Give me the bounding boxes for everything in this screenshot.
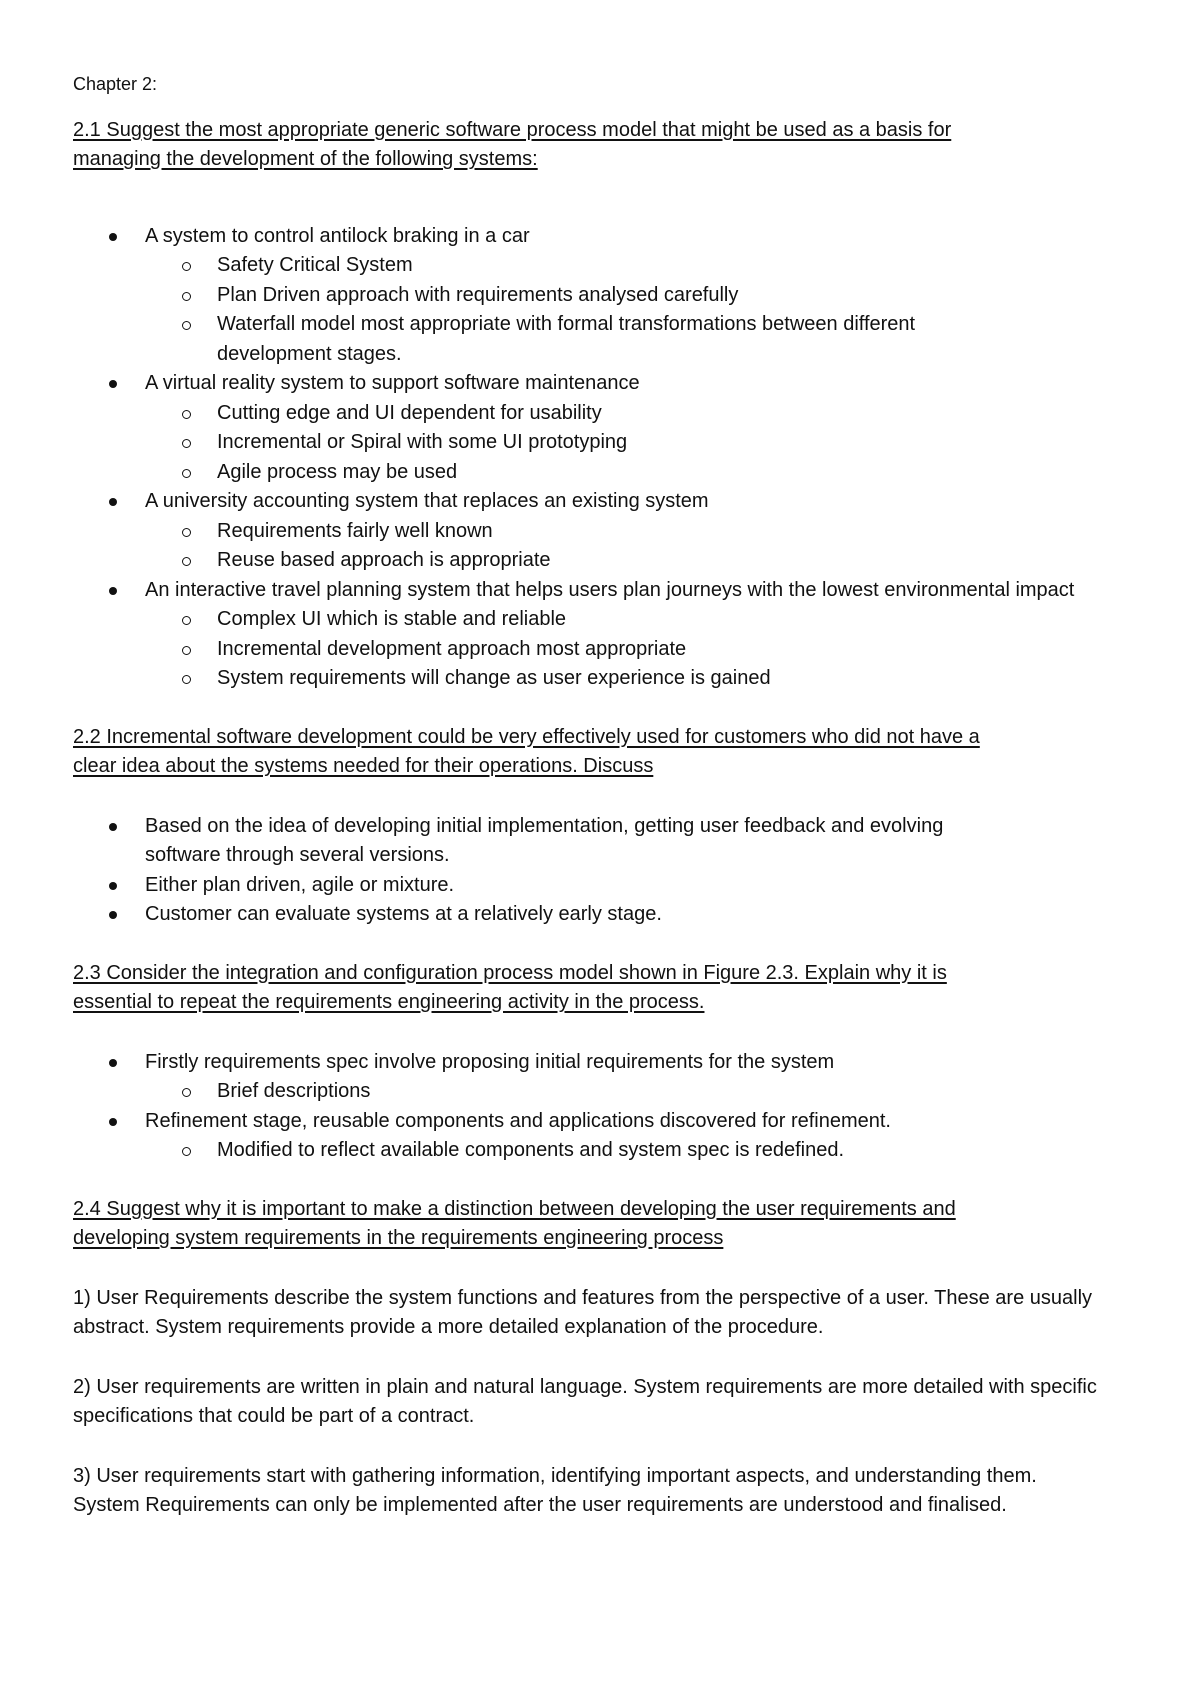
bullet-icon: [109, 1118, 117, 1126]
bullet-icon: [109, 498, 117, 506]
sub-item: [145, 517, 1143, 547]
bullet-text: Refinement stage, reusable components and applications discovered for refinement.: [145, 1109, 891, 1132]
answer-paragraph: 3) User requirements start with gathering information, identifying important aspects, and understanding them.: [73, 1464, 1037, 1487]
sub-item: [145, 546, 1143, 576]
sub-list: [145, 251, 1143, 369]
bullet-item: [73, 1048, 1143, 1107]
sub-text: Complex UI which is stable and reliable: [217, 608, 567, 630]
sub-text: Safety Critical System: [217, 254, 413, 276]
bullet-text: Based on the idea of developing initial implementation, getting user feedback and evolving software through several versions.: [145, 814, 944, 866]
answer-paragraph: 1) User Requirements describe the system functions and features from the perspective of a user. These are usually abstract. System requirements provide a more detailed explanation of the procedure.: [73, 1286, 1093, 1338]
bullet-icon: [109, 587, 117, 595]
question-heading-2-4: [73, 1195, 1143, 1254]
sub-item: [145, 428, 1143, 458]
sub-item: [145, 1077, 1143, 1107]
heading-line: essential to repeat the requirements engineering activity in the process.: [73, 991, 705, 1013]
section-2-4: [73, 1195, 1143, 1521]
bullet-text: Customer can evaluate systems at a relatively early stage.: [145, 903, 662, 925]
bullet-list: [73, 222, 1143, 694]
heading-line: 2.2 Incremental software development could be very effectively used for customers who did not have a: [73, 725, 980, 748]
sub-text: Reuse based approach is appropriate: [217, 549, 551, 571]
circle-bullet-icon: [182, 469, 191, 478]
bullet-item: [73, 812, 1143, 871]
sub-text: Plan Driven approach with requirements analysed carefully: [217, 283, 739, 306]
bullet-text: Firstly requirements spec involve proposing initial requirements for the system: [145, 1050, 835, 1073]
bullet-icon: [109, 823, 117, 831]
bullet-item: [73, 222, 1143, 370]
heading-line: 2.3 Consider the integration and configuration process model shown in Figure 2.3. Explain why it is: [73, 961, 947, 984]
sub-text: Waterfall model most appropriate with formal transformations between different development stages.: [217, 313, 916, 365]
sub-text: Modified to reflect available components and system spec is redefined.: [217, 1139, 845, 1161]
chapter-title: Chapter 2:: [73, 74, 158, 94]
heading-line: 2.4 Suggest why it is important to make a distinction between developing the user requirements and: [73, 1197, 956, 1220]
heading-line: developing system requirements in the requirements engineering process: [73, 1227, 724, 1249]
heading-line: 2.1 Suggest the most appropriate generic software process model that might be used as a basis for: [73, 118, 952, 141]
bullet-icon: [109, 882, 117, 890]
sub-list: [145, 517, 1143, 576]
question-heading-2-2: [73, 723, 1143, 782]
bullet-item: [73, 1107, 1143, 1166]
sub-list: [145, 1136, 1143, 1166]
bullet-icon: [109, 1059, 117, 1067]
sub-item: [145, 635, 1143, 665]
document-page: [73, 70, 1143, 1521]
bullet-text: A university accounting system that replaces an existing system: [145, 490, 709, 512]
bullet-item: [73, 576, 1143, 694]
circle-bullet-icon: [182, 646, 191, 655]
circle-bullet-icon: [182, 557, 191, 566]
bullet-list: [73, 1048, 1143, 1166]
sub-text: Brief descriptions: [217, 1080, 371, 1102]
sub-text: Agile process may be used: [217, 460, 458, 483]
sub-item: [145, 399, 1143, 429]
bullet-icon: [109, 233, 117, 241]
bullet-icon: [109, 911, 117, 919]
bullet-text: A virtual reality system to support software maintenance: [145, 372, 640, 394]
sub-item: [145, 251, 1143, 281]
sub-list: [145, 605, 1143, 694]
question-heading-2-3: [73, 959, 1143, 1018]
section-2-2: [73, 723, 1143, 930]
bullet-item: [73, 871, 1143, 901]
section-2-1: [73, 116, 1143, 694]
sub-item: [145, 310, 1143, 369]
heading-line: clear idea about the systems needed for their operations. Discuss: [73, 755, 654, 777]
sub-text: Incremental development approach most appropriate: [217, 637, 687, 660]
circle-bullet-icon: [182, 292, 191, 301]
circle-bullet-icon: [182, 675, 191, 684]
sub-text: Requirements fairly well known: [217, 519, 493, 542]
bullet-icon: [109, 380, 117, 388]
bullet-item: [73, 487, 1143, 576]
bullet-text: A system to control antilock braking in a car: [145, 224, 530, 247]
section-2-3: [73, 959, 1143, 1166]
answer-paragraph: System Requirements can only be implemented after the user requirements are understood and finalised.: [73, 1494, 1007, 1516]
heading-line: managing the development of the following systems:: [73, 148, 538, 170]
bullet-item: [73, 900, 1143, 930]
sub-item: [145, 605, 1143, 635]
sub-text: Incremental or Spiral with some UI prototyping: [217, 431, 628, 453]
sub-item: [145, 664, 1143, 694]
circle-bullet-icon: [182, 528, 191, 537]
bullet-list: [73, 812, 1143, 930]
sub-list: [145, 1077, 1143, 1107]
answer-paragraph: 2) User requirements are written in plain and natural language. System requirements are more detailed with specific specifications that could be part of a contract.: [73, 1375, 1097, 1427]
sub-item: [145, 1136, 1143, 1166]
circle-bullet-icon: [182, 410, 191, 419]
circle-bullet-icon: [182, 1088, 191, 1097]
sub-list: [145, 399, 1143, 488]
sub-item: [145, 458, 1143, 488]
circle-bullet-icon: [182, 439, 191, 448]
circle-bullet-icon: [182, 1147, 191, 1156]
sub-item: [145, 281, 1143, 311]
question-heading-2-1: [73, 116, 1143, 175]
bullet-item: [73, 369, 1143, 487]
bullet-text: Either plan driven, agile or mixture.: [145, 873, 455, 896]
circle-bullet-icon: [182, 616, 191, 625]
bullet-text: An interactive travel planning system that helps users plan journeys with the lowest environmental impact: [145, 578, 1075, 601]
sub-text: System requirements will change as user experience is gained: [217, 667, 771, 689]
sub-text: Cutting edge and UI dependent for usability: [217, 401, 602, 424]
circle-bullet-icon: [182, 262, 191, 271]
circle-bullet-icon: [182, 321, 191, 330]
